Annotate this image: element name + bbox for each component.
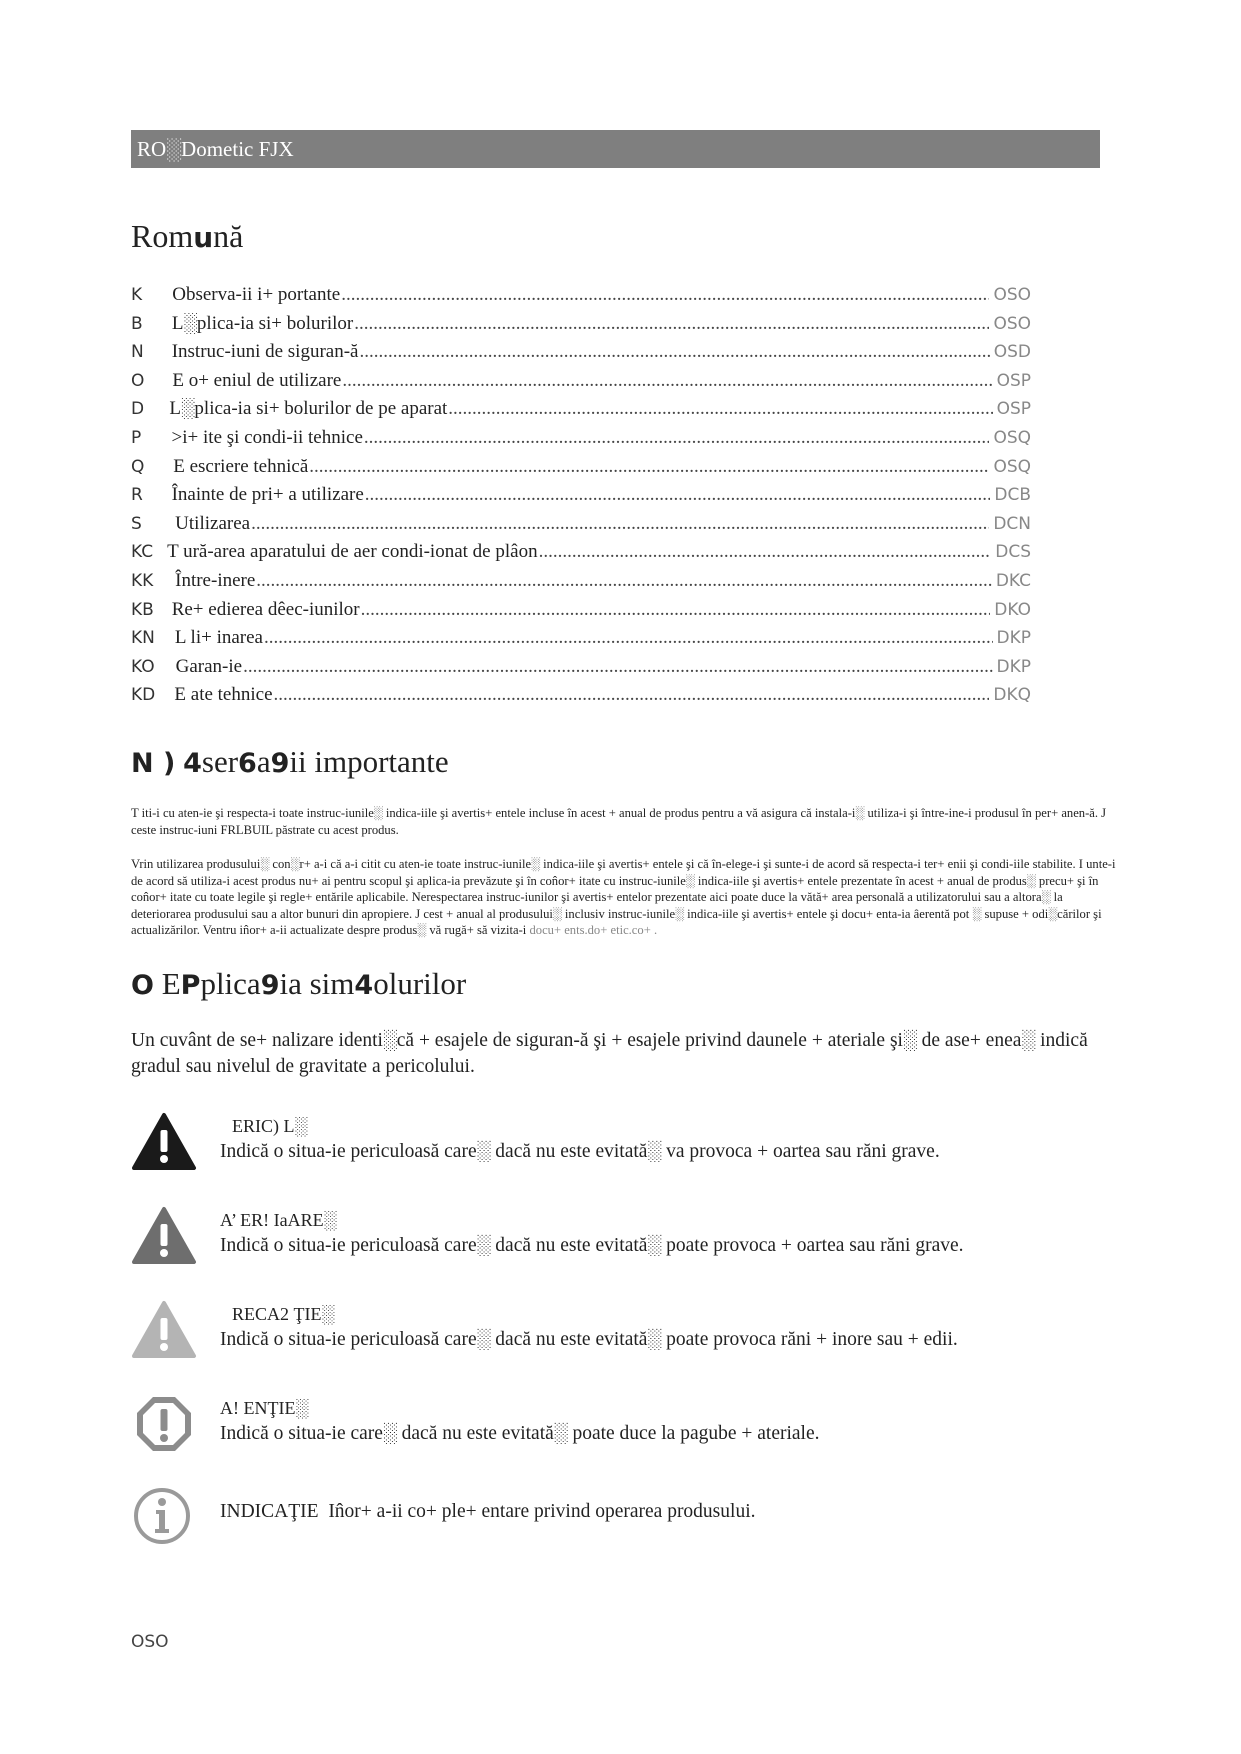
heading-text: E [161, 966, 181, 1001]
toc-entry[interactable] [131, 681, 1031, 710]
toc-entry[interactable] [131, 453, 1031, 482]
signal-word: A! ENŢIE░ [220, 1398, 309, 1418]
section-number: N ) [131, 748, 176, 779]
heading-glyph: P [180, 970, 201, 1001]
heading-text: ser [201, 744, 239, 779]
toc-entry-page: DKC [995, 570, 1031, 591]
heading-glyph: 4 [183, 748, 202, 779]
info-icon [131, 1486, 197, 1546]
language-title [131, 218, 243, 255]
toc-entry-title: Utilizarea ..... [175, 510, 989, 539]
symbols-intro-paragraph: Un cuvânt de se+ nalizare identi░că + esajele de siguran-ă şi + esajele privind daunele + ateriale şi░ de ase+ enea░ indică gradul sau nivelul de gravitate a pericolului. [131, 1030, 1088, 1077]
heading-glyph: 4 [354, 970, 374, 1001]
signal-description: Indică o situa-ie periculoasă care░ dacă nu este evitată░ poate provoca + oartea sau răni grave. [220, 1235, 964, 1256]
table-of-contents [131, 281, 1031, 710]
toc-entry-number: KK [131, 570, 154, 591]
toc-entry-title: E o+ eniul de utilizare ..... [172, 367, 992, 396]
toc-entry-number: B [131, 313, 143, 334]
toc-entry[interactable] [131, 596, 1031, 625]
toc-entry-page: OSO [993, 285, 1031, 305]
important-notes-paragraph-1: T iti-i cu aten-ie şi respecta-i toate instruc-iunile░ indica-iile şi avertis+ entele incluse în acest + anual de produs pentru a vă asigura că instala-i░ utiliza-i şi între-ine-i produsul în per+ anen-ă. J ceste instruc-iuni FRLBUIL păstrate cu acest produs. [131, 806, 1107, 837]
documents-link[interactable]: docu+ ents.do+ etic.co+ . [529, 923, 658, 937]
heading-text: ia sim [279, 966, 355, 1001]
section-heading-important [131, 744, 449, 780]
toc-entry-page: OSP [996, 370, 1031, 391]
toc-entry-number: P [131, 427, 142, 448]
toc-entry-number: O [131, 370, 145, 391]
toc-entry-page: DKO [994, 599, 1031, 620]
signal-description: Indică o situa-ie periculoasă care░ dacă nu este evitată░ va provoca + oartea sau răni grave. [220, 1141, 940, 1162]
toc-entry-title: L░plica-ia si+ bolurilor ..... [172, 310, 990, 339]
toc-entry-title: L li+ inarea ..... [175, 624, 993, 653]
toc-entry[interactable] [131, 653, 1031, 682]
toc-entry-title: Între-inere ..... [175, 567, 992, 596]
toc-entry-page: DKP [996, 628, 1031, 649]
toc-entry[interactable] [131, 567, 1031, 596]
toc-entry-title: Observa-ii i+ portante ..... [172, 281, 989, 310]
toc-entry[interactable] [131, 310, 1031, 339]
paragraph-text: Vrin utilizarea produsului░ con░r+ a-i că a-i citit cu aten-ie toate instruc-iunile░ indica-iile şi avertis+ entele şi că în-elege-i şi sunte-i de acord să respecta-i ter+ enii şi condi-iile stabilite. I unte-i de acord să utiliza-i acest produs nu+ ai pentru scopul şi aplica-ia prevăzute şi în con̂or+ itate cu instruc-iunile░ indica-iile şi avertis+ entele prezentate în acest + anual de produs░ precu+ şi în con̂or+ itate cu toate legile şi regle+ entările aplicabile. Nerespectarea instruc-iunilor şi avertis+ entelor prezentate aici poate duce la vătă+ area personală a utilizatorului sau a altora░ la deteriorarea produsului sau a altor bunuri din apropiere. J cest + anual al produsului░ inclusiv instruc-iunile░ indica-iile şi avertis+ entele şi docu+ enta-ia âerentă pot ░ supuse + odi░cărilor şi actualizărilor. Ventru in̂or+ a-ii actualizate despre produs░ vă rugă+ să vizita-i [131, 857, 1116, 937]
signal-word: INDICAŢIE [220, 1501, 319, 1522]
toc-entry-title: Garan-ie ..... [176, 653, 993, 682]
toc-entry-number: R [131, 485, 143, 506]
language-title-part: Rom [131, 218, 194, 254]
toc-entry-title: E ate tehnice ..... [174, 681, 989, 710]
toc-entry-number: D [131, 399, 145, 420]
toc-entry[interactable] [131, 281, 1031, 310]
heading-text: olurilor [373, 966, 467, 1001]
signal-description: Indică o situa-ie care░ dacă nu este evitată░ poate duce la pagube + ateriale. [220, 1423, 820, 1444]
toc-entry-number: KO [131, 656, 155, 677]
signal-info [131, 1486, 1111, 1556]
signal-description: In̂or+ a-ii co+ ple+ entare privind operarea produsului. [328, 1501, 756, 1522]
toc-entry-page: OSQ [993, 427, 1031, 448]
toc-entry-number: S [131, 513, 142, 534]
signal-word: A’ ER! IaARE░ [220, 1210, 337, 1230]
signal-word: ERIC) L░ [232, 1116, 308, 1136]
signal-danger [131, 1112, 1111, 1182]
section-heading-symbols [131, 966, 466, 1002]
toc-entry-number: KN [131, 628, 155, 649]
language-title-part: nă [213, 218, 244, 254]
toc-entry[interactable] [131, 395, 1031, 424]
signal-word: RECA2 ŢIE░ [232, 1304, 335, 1324]
toc-entry[interactable] [131, 510, 1031, 539]
heading-text: plica [200, 966, 261, 1001]
toc-entry-number: N [131, 342, 144, 363]
toc-entry-number: KC [131, 542, 154, 563]
toc-entry-title: Înainte de pri+ a utilizare ..... [172, 481, 991, 510]
signal-caution [131, 1300, 1111, 1370]
toc-entry-title: Re+ edierea dêec-iunilor ..... [172, 596, 991, 625]
heading-glyph: 6 [238, 748, 257, 779]
toc-entry-title: Instruc-iuni de siguran-ă ..... [172, 338, 990, 367]
toc-entry[interactable] [131, 367, 1031, 396]
header-title: RO░Dometic FJX [137, 137, 294, 161]
toc-entry-title: >i+ ite şi condi-ii tehnice ..... [172, 424, 990, 453]
toc-entry-number: Q [131, 456, 145, 477]
toc-entry-page: OSP [996, 399, 1031, 420]
toc-entry-title: E escriere tehnică ..... [173, 453, 989, 482]
toc-entry[interactable] [131, 624, 1031, 653]
important-notes-paragraph-2 [131, 856, 1121, 939]
danger-icon [131, 1112, 197, 1172]
toc-entry-page: DCN [993, 513, 1031, 534]
toc-entry-page: DKP [996, 656, 1031, 677]
heading-text: a [256, 744, 271, 779]
toc-entry-page: DKQ [993, 685, 1031, 706]
toc-entry-number: K [131, 285, 143, 305]
toc-entry[interactable] [131, 538, 1031, 567]
signal-info-line [220, 1501, 755, 1523]
caution-icon [131, 1300, 197, 1360]
heading-glyph: 9 [270, 748, 290, 779]
toc-entry-page: OSD [993, 342, 1031, 363]
toc-entry[interactable] [131, 424, 1031, 453]
toc-entry[interactable] [131, 338, 1031, 367]
header-bar [131, 130, 1100, 168]
signal-description: Indică o situa-ie periculoasă care░ dacă nu este evitată░ poate provoca răni + inore sau + edii. [220, 1329, 958, 1350]
page-number: OSO [131, 1632, 169, 1652]
language-title-symbol: u [193, 221, 214, 254]
toc-entry-page: DCS [995, 542, 1031, 563]
toc-entry-title: L░plica-ia si+ bolurilor de pe aparat ..... [169, 395, 992, 424]
signal-warning [131, 1206, 1111, 1276]
toc-entry[interactable] [131, 481, 1031, 510]
warning-icon [131, 1206, 197, 1266]
toc-entry-page: OSQ [993, 456, 1031, 477]
toc-entry-page: DCB [994, 485, 1031, 506]
toc-entry-number: KD [131, 685, 156, 706]
heading-text: ii importante [289, 744, 449, 779]
toc-entry-title: T ură-area aparatului de aer condi-ionat de plâon ..... [167, 538, 991, 567]
heading-glyph: 9 [260, 970, 280, 1001]
toc-entry-page: OSO [993, 313, 1031, 334]
toc-entry-number: KB [131, 599, 154, 620]
section-number: O [131, 970, 154, 1001]
signal-notice [131, 1394, 1111, 1464]
notice-icon [131, 1394, 197, 1454]
